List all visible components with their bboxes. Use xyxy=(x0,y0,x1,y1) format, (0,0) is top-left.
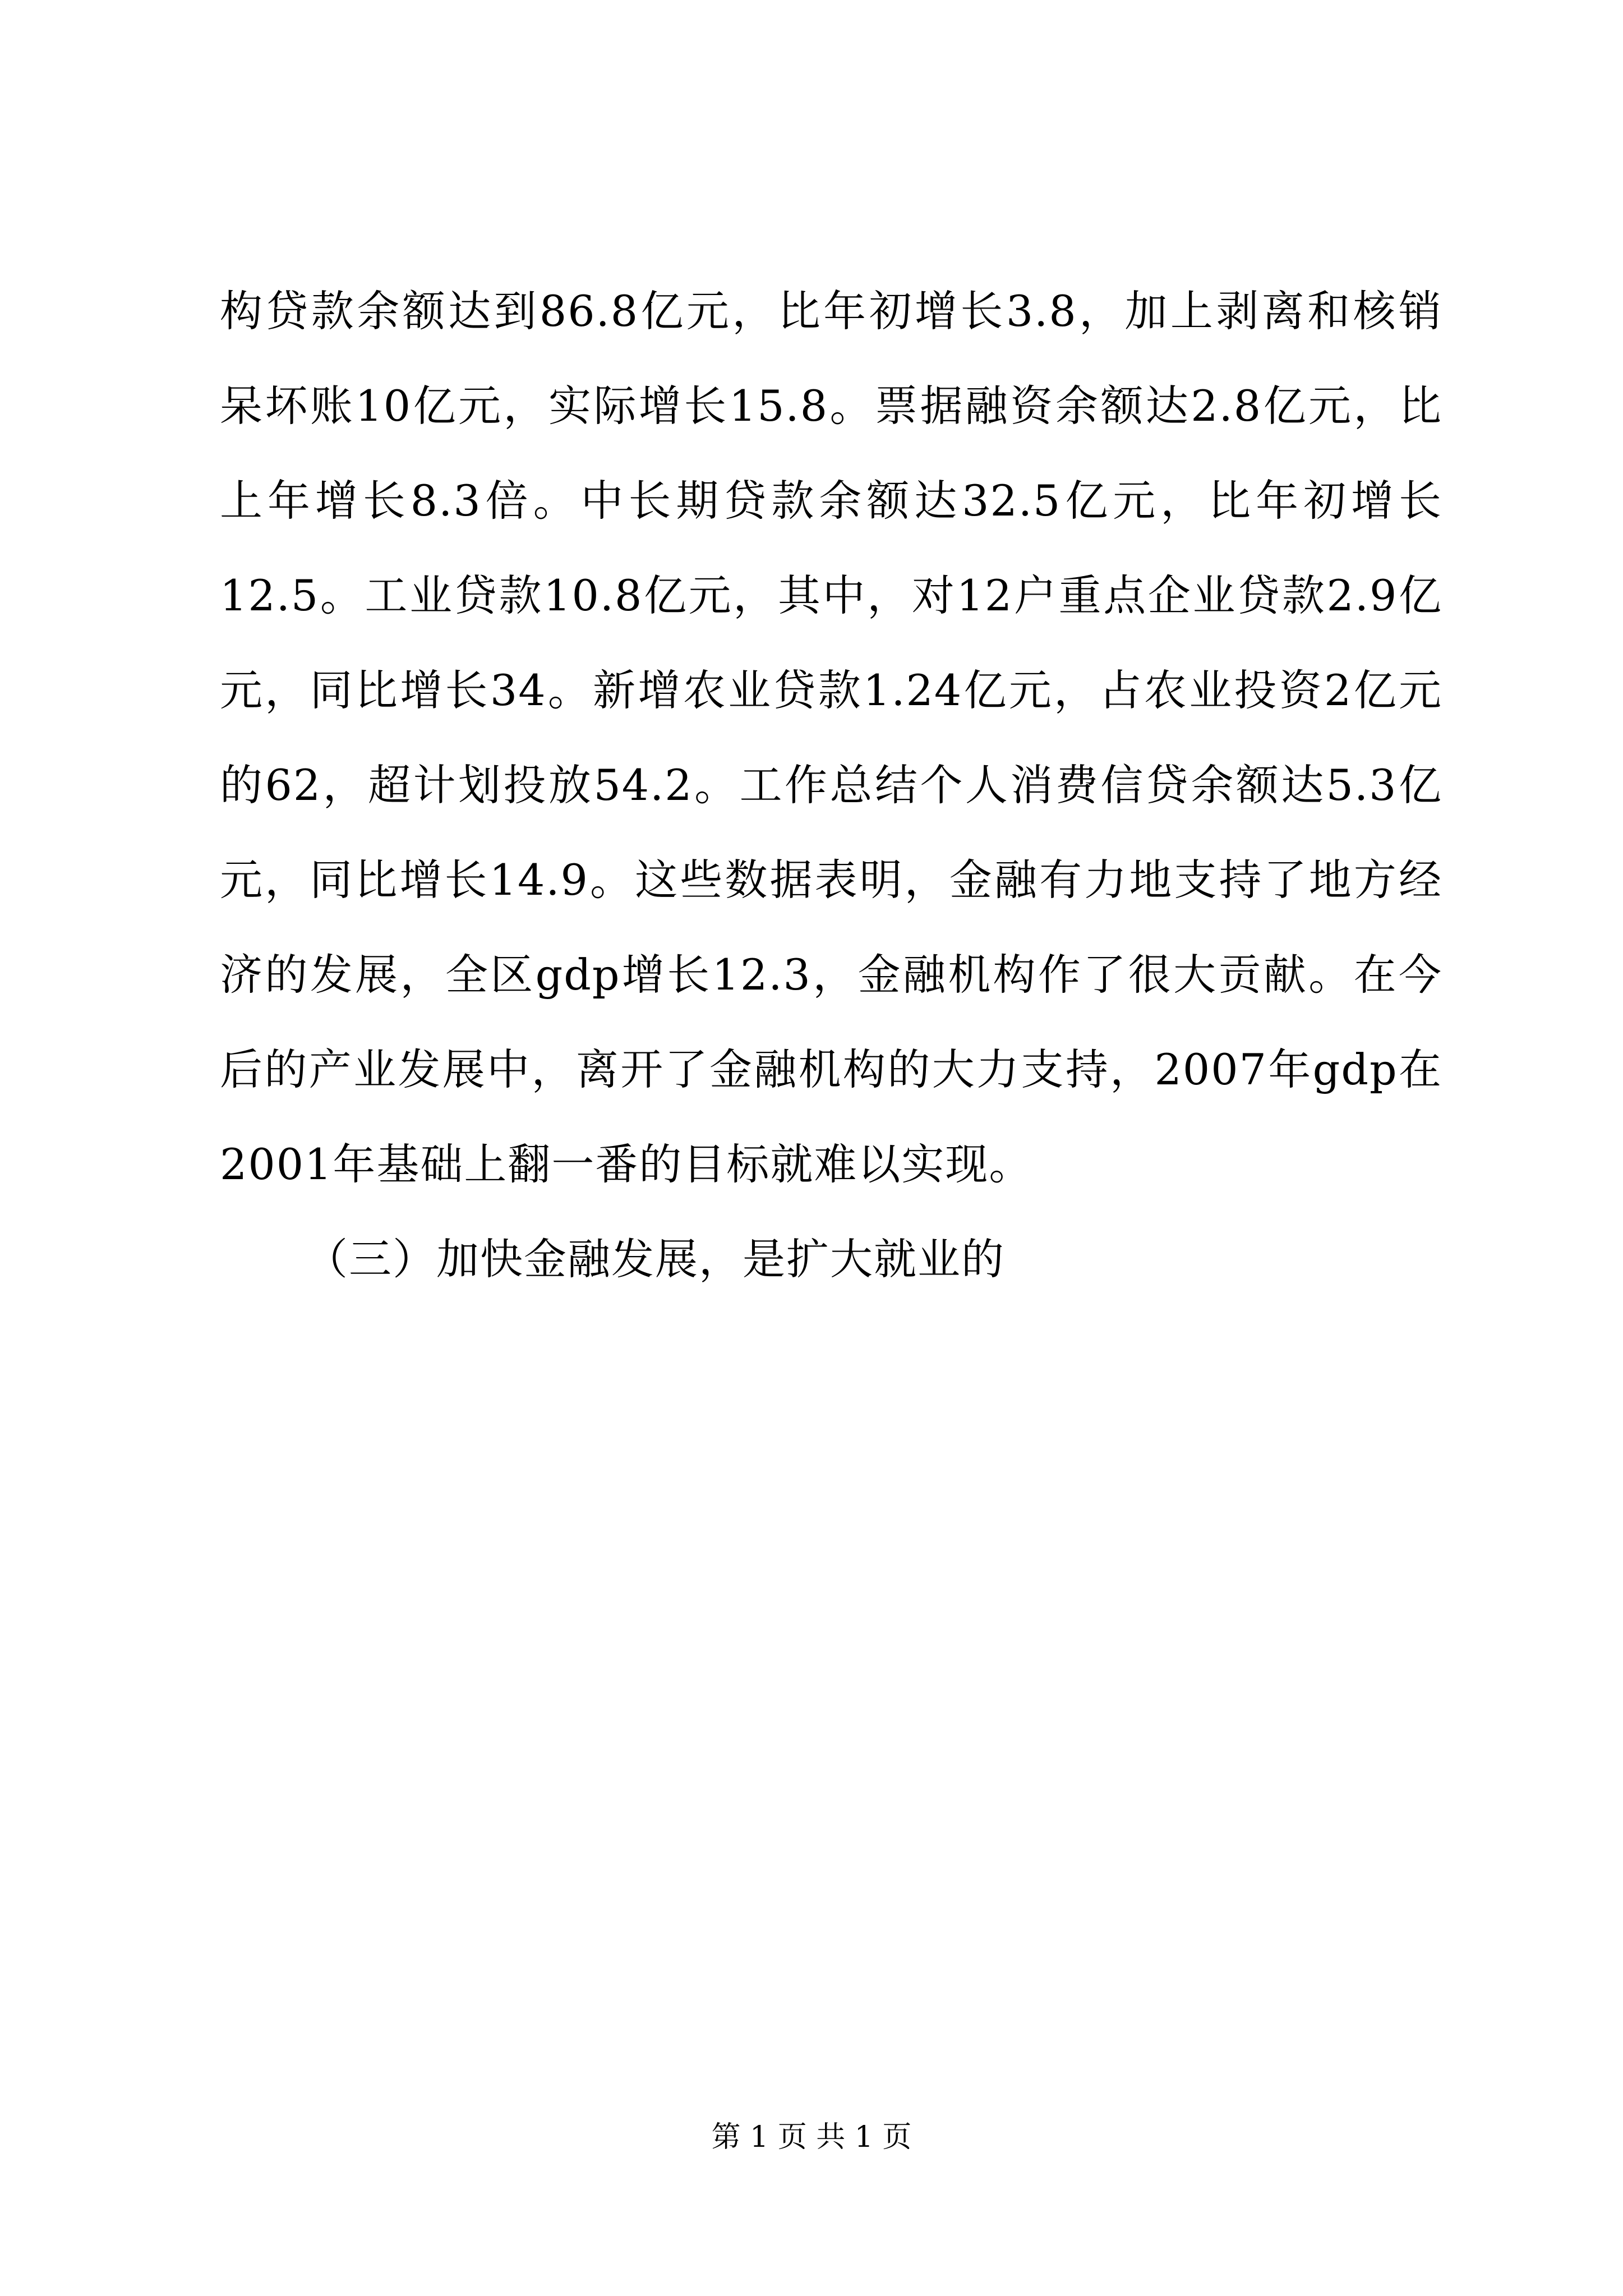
paragraph-line: 12.5。工业贷款10.8亿元，其中，对12户重点企业贷款2.9亿 xyxy=(220,570,1442,620)
paragraph-line: 2001年基础上翻一番的目标就难以实现。 xyxy=(220,1139,1033,1189)
body-paragraph xyxy=(220,264,1442,1306)
section-heading: （三）加快金融发展，是扩大就业的 xyxy=(305,1234,1005,1284)
paragraph-line: 元，同比增长14.9。这些数据表明，金融有力地支持了地方经 xyxy=(220,855,1442,905)
page-footer: 第 1 页 共 1 页 xyxy=(711,2120,912,2154)
paragraph-line: 呆坏账10亿元，实际增长15.8。票据融资余额达2.8亿元，比 xyxy=(220,381,1442,431)
paragraph-line: 元，同比增长34。新增农业贷款1.24亿元，占农业投资2亿元 xyxy=(220,665,1442,715)
paragraph-line: 后的产业发展中，离开了金融机构的大力支持，2007年gdp在 xyxy=(220,1045,1442,1094)
paragraph-line: 的62，超计划投放54.2。工作总结个人消费信贷余额达5.3亿 xyxy=(220,760,1442,810)
paragraph-line: 构贷款余额达到86.8亿元，比年初增长3.8，加上剥离和核销 xyxy=(220,286,1442,336)
paragraph-line: 上年增长8.3倍。中长期贷款余额达32.5亿元，比年初增长 xyxy=(220,476,1442,526)
paragraph-line: 济的发展，全区gdp增长12.3，金融机构作了很大贡献。在今 xyxy=(220,950,1442,1000)
